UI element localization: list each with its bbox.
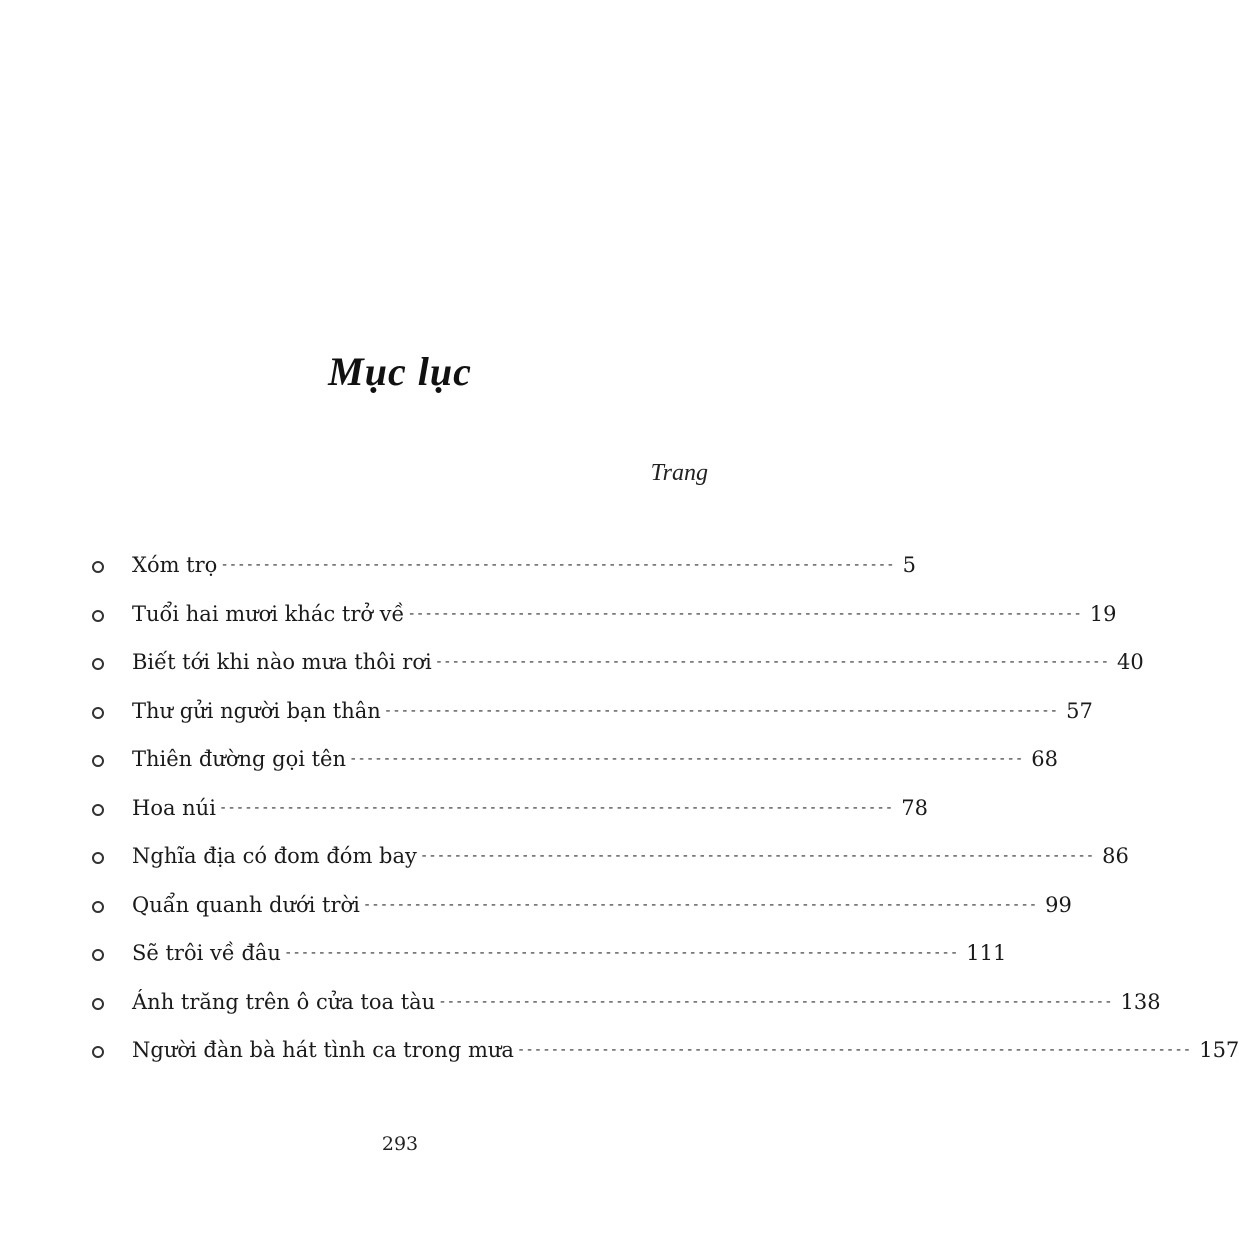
- toc-entry: [92, 1035, 1239, 1084]
- toc-entry-page: 157: [1199, 1038, 1239, 1062]
- toc-entry-page: 19: [1089, 601, 1117, 626]
- dot-leader: --------------------------------------------------------------------------------: [407, 605, 1082, 622]
- toc-entry-page: 57: [1066, 698, 1093, 723]
- toc-entry-title: Ánh trăng trên ô cửa toa tàu: [132, 989, 436, 1014]
- toc-entry: [92, 890, 1072, 939]
- toc-entry-title: Người đàn bà hát tình ca trong mưa: [132, 1038, 514, 1062]
- dot-leader: --------------------------------------------------------------------------------: [220, 557, 895, 573]
- toc-entry: [92, 987, 1161, 1036]
- dot-leader: --------------------------------------------------------------------------------: [283, 945, 959, 961]
- table-of-contents: [92, 550, 1239, 1084]
- toc-entry-title: Thiên đường gọi tên: [132, 747, 346, 771]
- toc-entry-title: Tuổi hai mươi khác trở về: [132, 601, 405, 626]
- page-column-label: Trang: [650, 460, 708, 486]
- toc-entry-page: 111: [966, 941, 1007, 965]
- toc-entry-page: 138: [1120, 989, 1161, 1014]
- toc-entry-page: 86: [1102, 844, 1129, 868]
- toc-entry-page: 5: [902, 553, 916, 577]
- dot-leader: --------------------------------------------------------------------------------: [383, 702, 1059, 719]
- circle-bullet-icon: [92, 1046, 104, 1058]
- circle-bullet-icon: [92, 658, 104, 670]
- toc-entry: [92, 744, 1059, 793]
- circle-bullet-icon: [92, 755, 104, 767]
- dot-leader: --------------------------------------------------------------------------------: [434, 654, 1109, 670]
- toc-entry: [92, 793, 928, 842]
- toc-entry-title: Thư gửi người bạn thân: [132, 698, 381, 723]
- toc-entry: [92, 938, 1007, 987]
- dot-leader: --------------------------------------------------------------------------------: [438, 993, 1113, 1010]
- circle-bullet-icon: [92, 707, 104, 719]
- toc-entry-title: Nghĩa địa có đom đóm bay: [132, 844, 417, 868]
- toc-entry-page: 78: [901, 795, 928, 820]
- toc-entry-title: Biết tới khi nào mưa thôi rơi: [132, 650, 432, 674]
- page-number: 293: [381, 1133, 419, 1155]
- circle-bullet-icon: [92, 852, 104, 864]
- toc-entry: [92, 647, 1144, 696]
- dot-leader: --------------------------------------------------------------------------------: [218, 799, 894, 816]
- toc-entry: [92, 841, 1129, 890]
- circle-bullet-icon: [92, 998, 104, 1010]
- circle-bullet-icon: [92, 804, 104, 816]
- dot-leader: --------------------------------------------------------------------------------: [419, 848, 1095, 864]
- toc-entry: [92, 550, 916, 599]
- circle-bullet-icon: [92, 901, 104, 913]
- page-title: Mục lục: [328, 349, 472, 394]
- toc-entry-title: Hoa núi: [132, 795, 216, 820]
- dot-leader: --------------------------------------------------------------------------------: [516, 1042, 1192, 1058]
- toc-entry-page: 68: [1031, 747, 1059, 771]
- toc-entry: [92, 696, 1093, 745]
- toc-entry-page: 40: [1117, 650, 1144, 674]
- toc-entry: [92, 599, 1117, 648]
- circle-bullet-icon: [92, 610, 104, 622]
- toc-entry-title: Xóm trọ: [132, 553, 218, 577]
- circle-bullet-icon: [92, 561, 104, 573]
- toc-entry-title: Quẩn quanh dưới trời: [132, 892, 360, 917]
- toc-entry-page: 99: [1045, 892, 1072, 917]
- toc-entry-title: Sẽ trôi về đâu: [132, 941, 281, 965]
- dot-leader: --------------------------------------------------------------------------------: [349, 751, 1024, 767]
- dot-leader: --------------------------------------------------------------------------------: [362, 896, 1038, 913]
- circle-bullet-icon: [92, 949, 104, 961]
